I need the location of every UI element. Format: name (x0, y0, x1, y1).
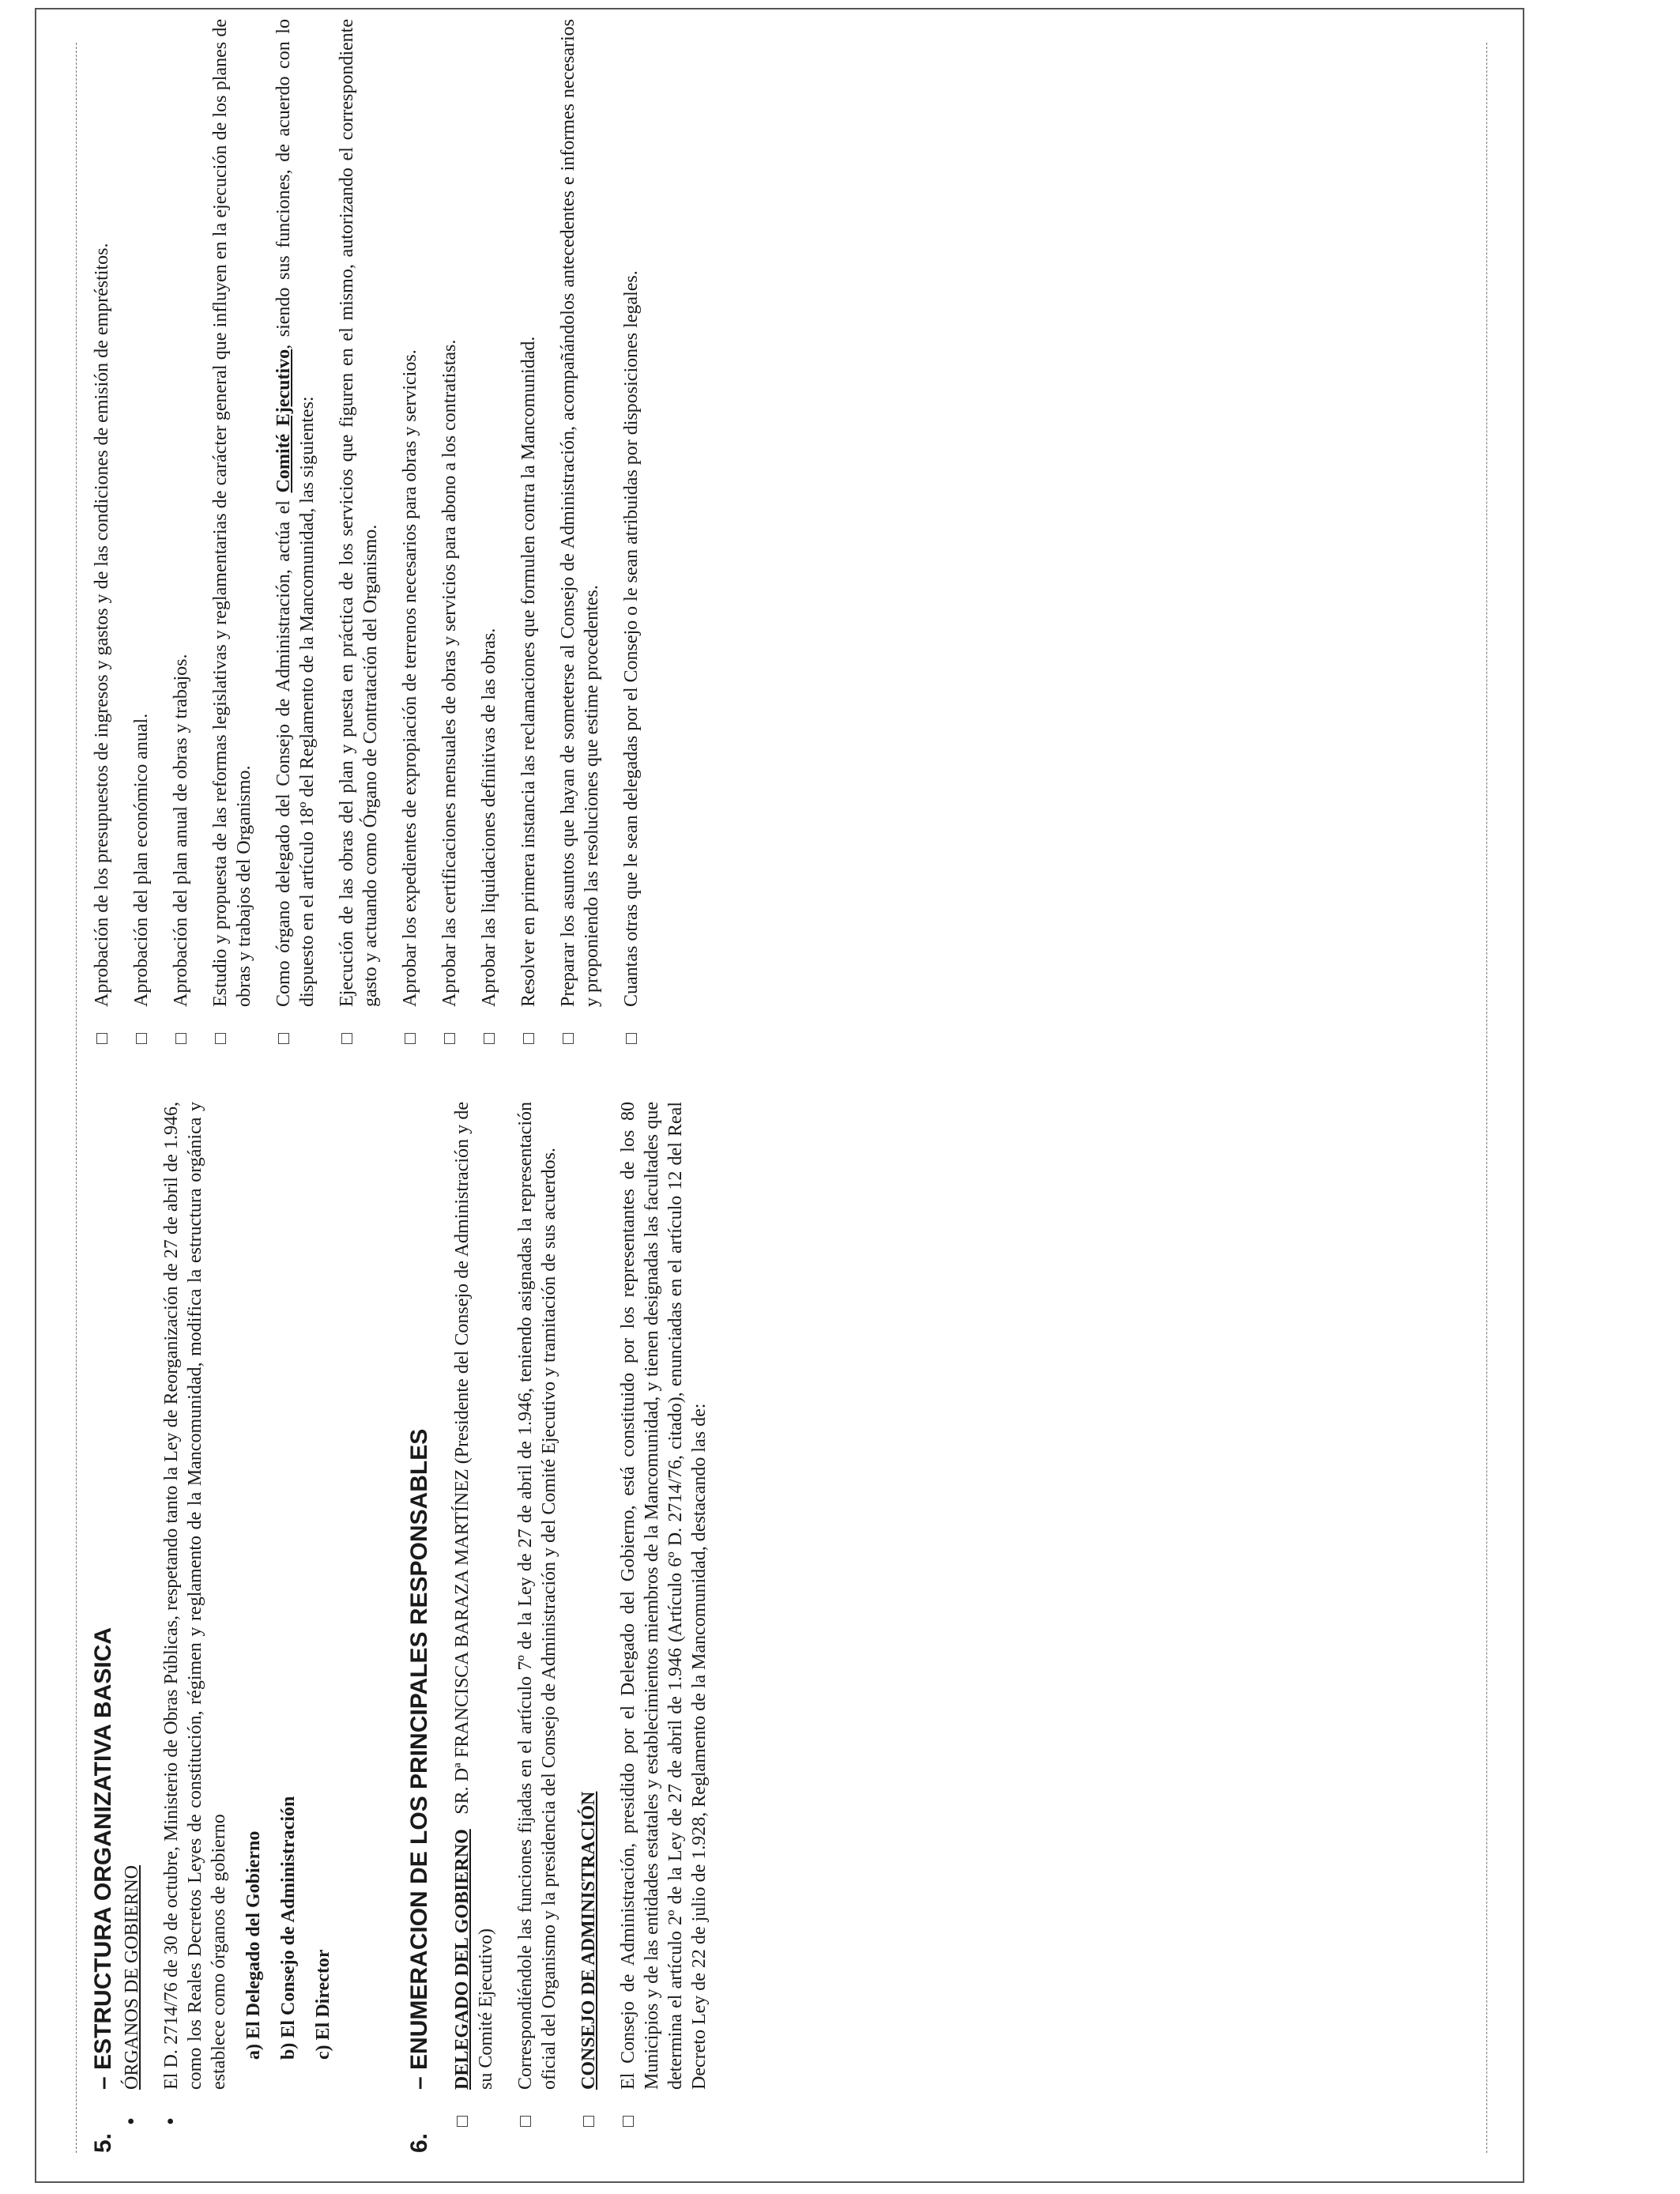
comite-item-text: Resolver en primera instancia las reclamaciones que formulen contra la Mancomunidad. (518, 336, 539, 1007)
checkbox-square-icon (583, 2116, 594, 2127)
consejo-item (209, 19, 256, 1070)
comite-item-text: Cuantas otras que le sean delegadas por el Consejo o le sean atribuidas por disposiciones legales. (621, 270, 642, 1007)
checkbox-square-icon (136, 1033, 147, 1044)
comite-item-text: Preparar los asuntos que hayan de someterse al Consejo de Administración, acompañándolos antecedentes e informes necesarios y proponiendo las resoluciones que estime procedentes. (558, 19, 602, 1007)
checkbox-square-icon (444, 1033, 455, 1044)
comite-item-text: Aprobar las liquidaciones definitivas de las obras. (479, 628, 499, 1007)
rotated-page-content (44, 19, 1519, 2177)
checkbox-square-icon (96, 1033, 107, 1044)
comite-item-text: Ejecución de las obras del plan y puesta en práctica de los servicios que figuren en el mismo, autorizando el correspondiente gasto y actuando como Órgano de Contratación del Organismo. (337, 19, 381, 1007)
comite-pre: Como órgano delegado del Consejo de Administración, actúa el (273, 492, 294, 1007)
section-5-heading: – ESTRUCTURA ORGANIZATIVA BASICA (90, 1627, 116, 2090)
bullet-icon: • (119, 2117, 144, 2125)
section-6-title (406, 1102, 433, 2153)
section-5-title (90, 1102, 117, 2153)
comite-item (335, 19, 382, 1070)
checkbox-square-icon (215, 1033, 226, 1044)
comite-post: , siendo sus funciones, de acuerdo con lo dispuesto en el artículo 18º del Reglamento de la Mancomunidad, las siguientes: (273, 19, 318, 1007)
comite-item (398, 19, 422, 1070)
item-delegado (450, 1102, 498, 2153)
page-frame (35, 8, 1524, 2183)
checkbox-square-icon (405, 1033, 416, 1044)
checkbox-square-icon (278, 1033, 289, 1044)
checkbox-square-icon (457, 2116, 468, 2127)
checkbox-square-icon (563, 1033, 574, 1044)
column-right (90, 19, 648, 1070)
checkbox-square-icon (175, 1033, 186, 1044)
decreto-paragraph: El D. 2714/76 de 30 de octubre, Ministerio de Obras Públicas, respetando tanto la Ley de Reorganización de 27 de abril de 1.946, como los Reales Decretos Leyes de constitución, régimen y reglamento de la Mancomunidad, modifica la estructura orgánica y establece como órganos de gobierno (161, 1102, 229, 2090)
consejo-item-text: Aprobación del plan anual de obras y trabajos. (171, 654, 191, 1007)
consejo-item (130, 19, 153, 1070)
item-delegado-functions (514, 1102, 561, 2153)
comite-item-text: Aprobar los expedientes de expropiación de terrenos necesarios para obras y servicios. (400, 349, 420, 1007)
item-consejo-text (616, 1102, 711, 2153)
column-left (90, 1102, 716, 2153)
checkbox-square-icon (341, 1033, 352, 1044)
bullet-decreto (160, 1102, 231, 2153)
consejo-item (90, 19, 114, 1070)
comite-item (620, 19, 643, 1070)
checkbox-square-icon (626, 1033, 637, 1044)
item-consejo-label (577, 1102, 601, 2153)
consejo-item-text: Aprobación del plan económico anual. (131, 713, 152, 1007)
checkbox-square-icon (523, 1033, 534, 1044)
organ-item: b) El Consejo de Administración (278, 1796, 299, 2060)
comite-item (438, 19, 461, 1070)
consejo-item-text: Estudio y propuesta de las reformas legislativas y reglamentarias de carácter general que influyen en la ejecución de los planes de obras y trabajos del Organismo. (210, 19, 254, 1007)
top-dashed-rule (76, 43, 77, 2153)
comite-item-text: Aprobar las certificaciones mensuales de obras y servicios para abono a los contratistas. (439, 339, 460, 1007)
checkbox-square-icon (484, 1033, 495, 1044)
consejo-text: El Consejo de Administración, presidido por el Delegado del Gobierno, está constituido por los representantes de los 80 Municipios y de las entidades estatales y establecimientos miembros de la Mancomunidad, y tienen designadas las facultades que determina el artículo 2º de la Ley de 27 de abril de 1.946 (Artículo 6º D. 2714/76, citado), enunciadas en el artículo 12 del Real Decreto Ley de 22 de julio de 1.928, Reglamento de la Mancomunidad, destacando las de: (618, 1102, 710, 2090)
comite-item (556, 19, 604, 1070)
organ-item: c) El Director (313, 1949, 333, 2060)
comite-intro (272, 19, 319, 1070)
bottom-dashed-rule (1486, 43, 1487, 2153)
organos-subheading: ÓRGANOS DE GOBIERNO (122, 1864, 142, 2090)
section-6-number: 6. (406, 2132, 432, 2153)
checkbox-square-icon (520, 2116, 531, 2127)
consejo-item-text: Aprobación de los presupuestos de ingresos y gastos y de las condiciones de emisión de empréstitos. (92, 243, 112, 1007)
organ-item: a) El Delegado del Gobierno (243, 1830, 264, 2060)
comite-item (477, 19, 501, 1070)
consejo-item (169, 19, 193, 1070)
delegado-label: DELEGADO DEL GOBIERNO (452, 1829, 473, 2090)
section-6-heading: – ENUMERACION DE LOS PRINCIPALES RESPONSABLES (406, 1428, 432, 2090)
bullet-icon: • (159, 2117, 183, 2125)
bullet-organos (120, 1102, 144, 2153)
comite-item (517, 19, 541, 1070)
section-5-number: 5. (90, 2132, 116, 2153)
delegado-name: SR. Dª FRANCISCA BARAZA MARTÍNEZ (Presidente del Consejo de Administración y de su Comité Ejecutivo) (452, 1101, 496, 2090)
delegado-functions: Correspondiéndole las funciones fijadas en el artículo 7º de la Ley de 27 de abril de 1.946, teniendo asignadas la representación oficial del Organismo y la presidencia del Consejo de Administración y del Comité Ejecutivo y tramitación de sus acuerdos. (515, 1102, 559, 2090)
consejo-label: CONSEJO DE ADMINISTRACIÓN (578, 1791, 599, 2090)
checkbox-square-icon (623, 2116, 634, 2127)
comite-label: Comité Ejecutivo (273, 349, 294, 493)
